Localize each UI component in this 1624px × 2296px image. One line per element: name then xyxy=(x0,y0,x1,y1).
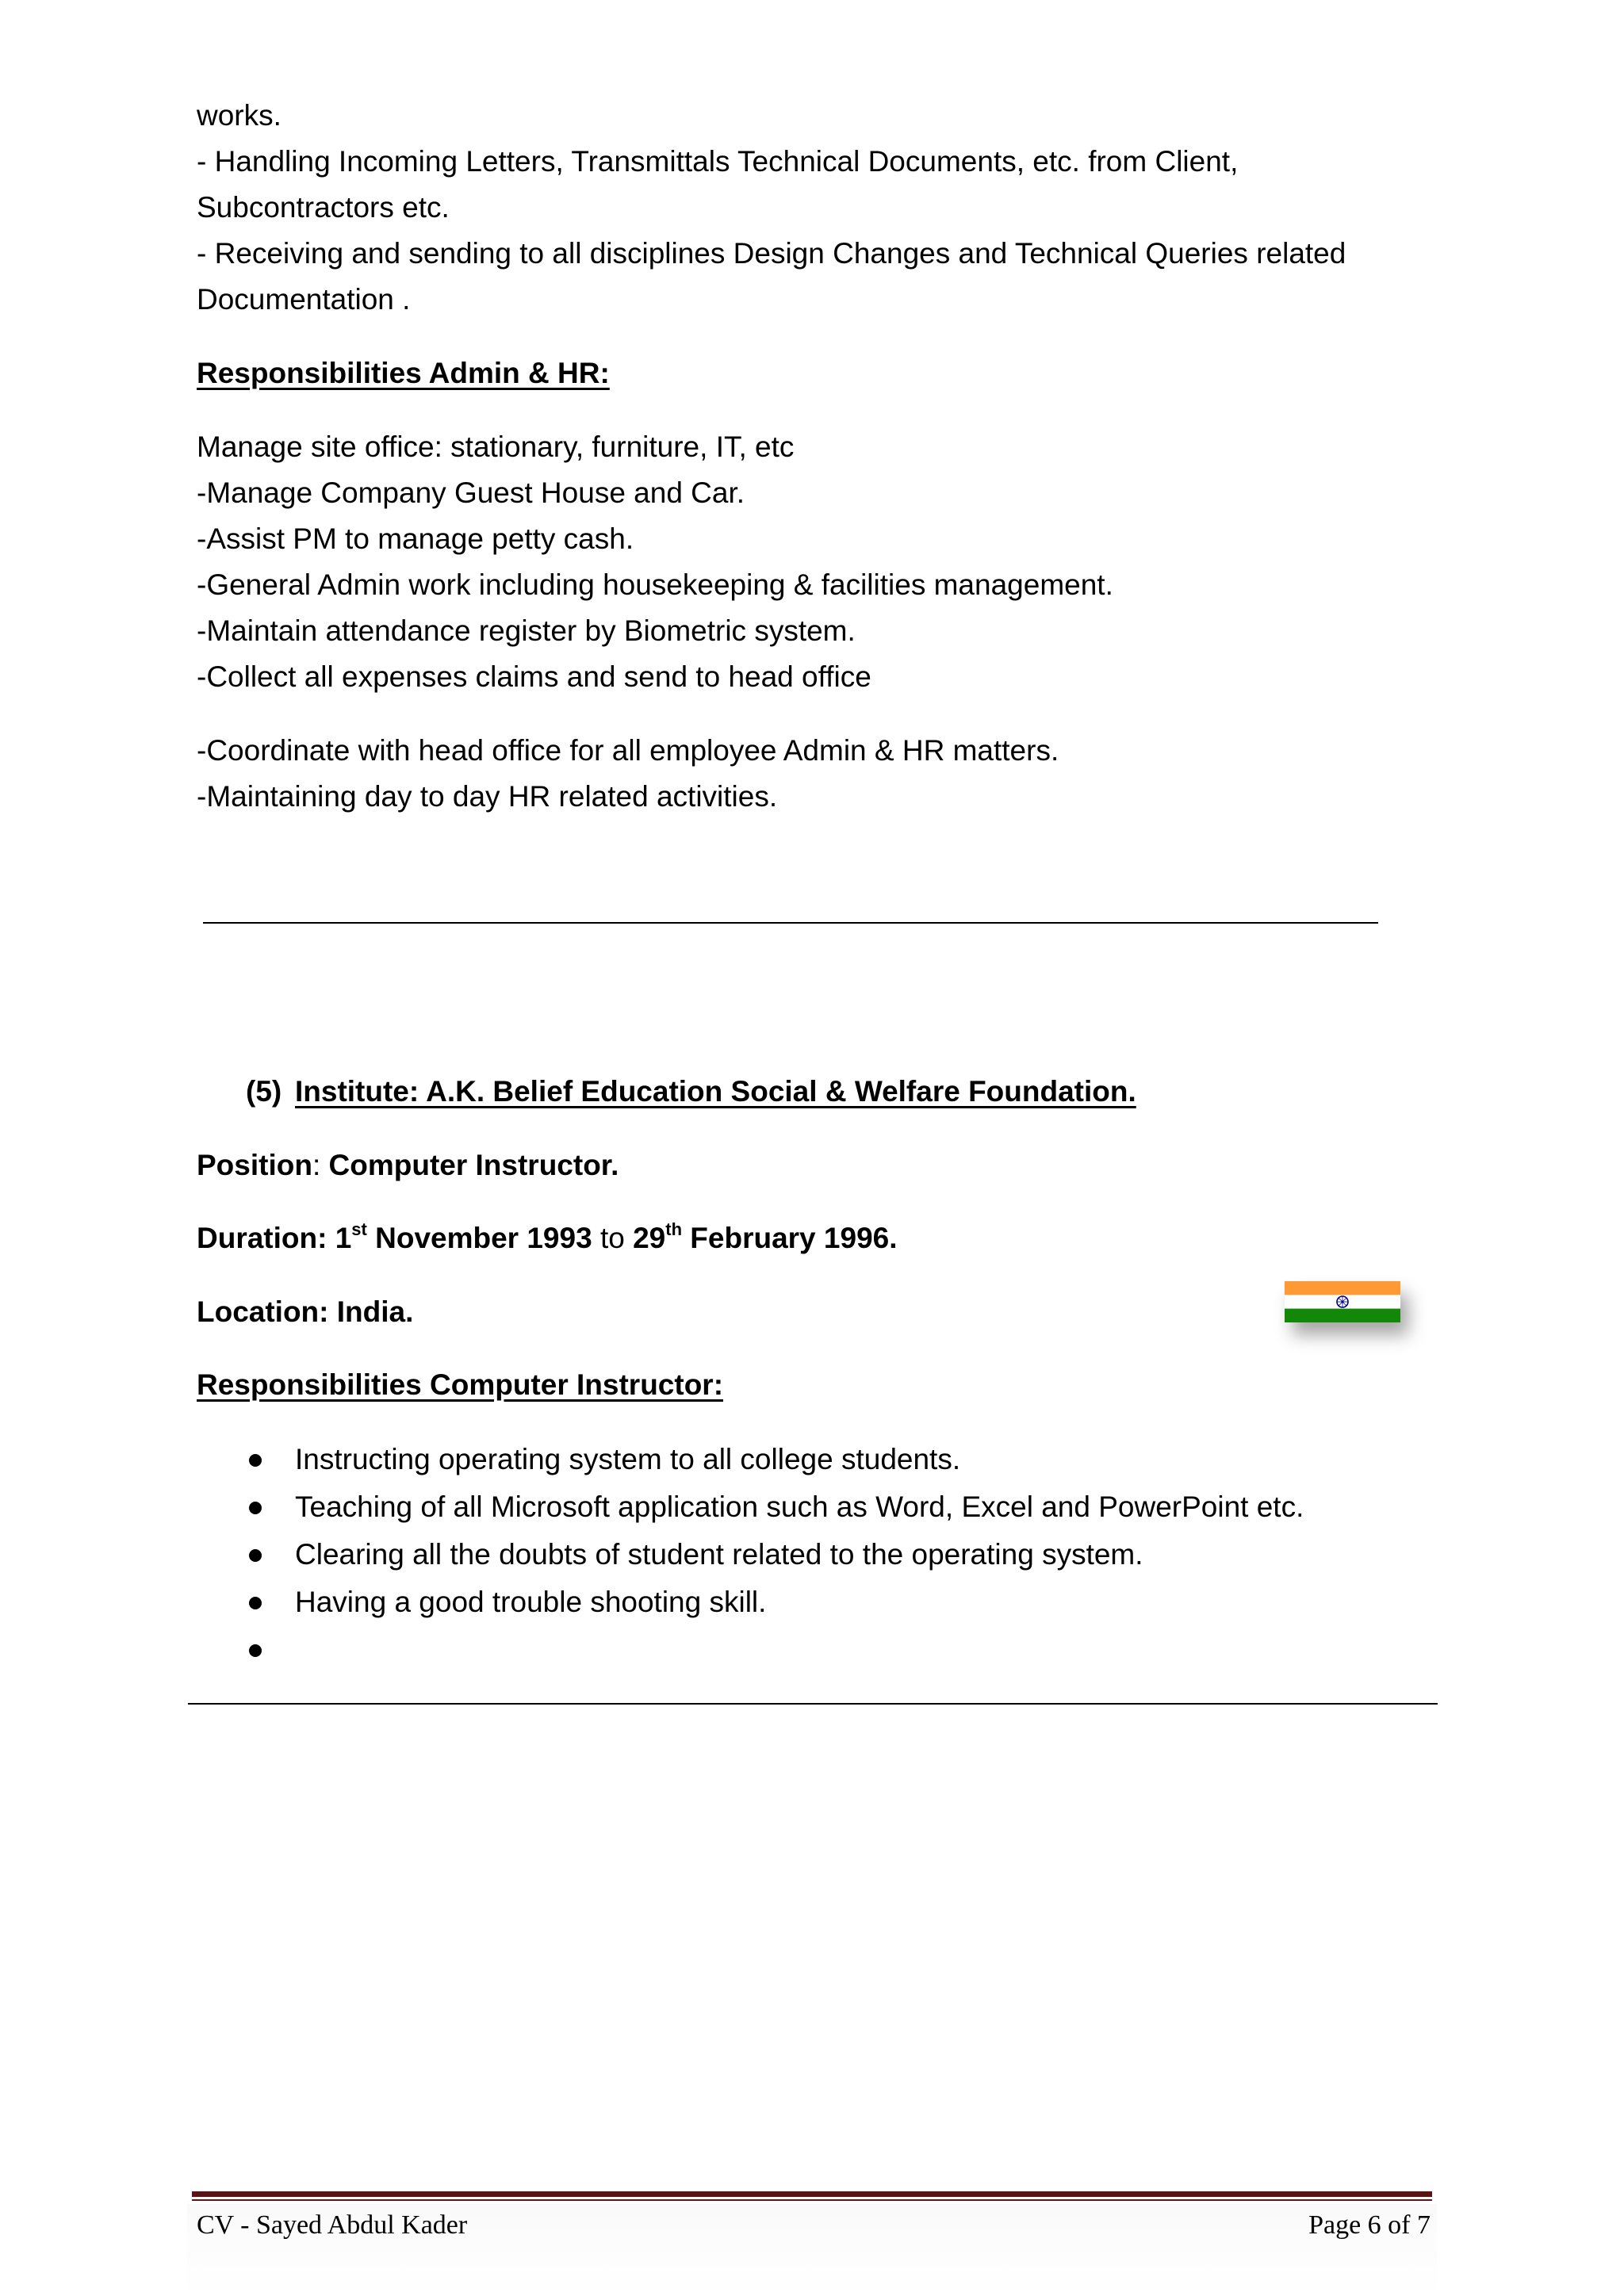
page-number: Page 6 of 7 xyxy=(1308,2210,1431,2240)
admin-hr-line: -Manage Company Guest House and Car. xyxy=(197,476,745,509)
position-label: Position xyxy=(197,1149,312,1181)
instructor-resp-heading: Responsibilities Computer Instructor: xyxy=(197,1368,724,1401)
bullet-icon xyxy=(249,1644,262,1657)
continuation-line: Subcontractors etc. xyxy=(197,191,450,224)
position-value: Computer Instructor. xyxy=(328,1149,619,1181)
duration-start: November 1993 xyxy=(366,1222,592,1254)
admin-hr-line: -General Admin work including housekeeping & facilities management. xyxy=(197,568,1113,601)
footer-title: CV - Sayed Abdul Kader xyxy=(197,2210,468,2240)
admin-hr-line: -Collect all expenses claims and send to head office xyxy=(197,660,871,693)
institute-title: Institute: A.K. Belief Education Social & Welfare Foundation. xyxy=(295,1075,1136,1108)
india-flag-icon xyxy=(1285,1281,1400,1322)
duration-label: Duration: 1 xyxy=(197,1222,352,1254)
bullet-icon xyxy=(249,1549,262,1562)
admin-hr-line: -Maintaining day to day HR related activities. xyxy=(197,780,778,813)
continuation-line: - Receiving and sending to all disciplines Design Changes and Technical Queries related xyxy=(197,237,1346,270)
section-divider xyxy=(188,1703,1438,1705)
continuation-line: works. xyxy=(197,99,282,132)
continuation-line: Documentation . xyxy=(197,283,411,316)
job-number: (5) xyxy=(246,1075,282,1108)
duration-sup-start: st xyxy=(351,1219,367,1239)
admin-hr-line: Manage site office: stationary, furniture, IT, etc xyxy=(197,430,795,463)
cv-page: works. - Handling Incoming Letters, Transmittals Technical Documents, etc. from Client, Subcontractors etc. - Receiving and sending to all disciplines Design Changes and Technical Queries related Documentation . Responsibilities Admin & HR: Manage site office: stationary, furniture, IT, etc -Manage Company Guest House and Car. -Assist PM to manage petty cash. -General Admin work including housekeeping & facilities management. -Maintain attendance register by Biometric system. -Collect all expenses claims and send to head office -Coordinate with head office for all employee Admin & HR matters. -Maintaining day to day HR related activities. (5) Institute: A.K. Belief Education Social & Welfare Foundation. Position: Computer Instructor. Duration: 1st November 1993 to 29th February 1996. Location: India. Responsibilities Computer Instructor: Instructing operating system to all college students. Teaching of all Microsoft application such as Word, Excel and PowerPoint etc. Clearing all the doubts of student related to the operating system. Having a good trouble shooting skill. CV - Sayed Abdul Kader Page 6 of 7 xyxy=(0,0,1624,2296)
section-divider xyxy=(203,922,1378,924)
admin-hr-line: -Maintain attendance register by Biometric system. xyxy=(197,614,856,647)
position-separator: : xyxy=(312,1149,329,1181)
bullet-icon xyxy=(249,1502,262,1514)
duration-end-day: 29 xyxy=(633,1222,666,1254)
footer-rule xyxy=(192,2191,1432,2197)
location-line: Location: India. xyxy=(197,1295,414,1328)
duration-sup-end: th xyxy=(665,1219,683,1239)
bullet-icon xyxy=(249,1597,262,1609)
admin-hr-heading: Responsibilities Admin & HR: xyxy=(197,357,610,389)
admin-hr-line: -Coordinate with head office for all employee Admin & HR matters. xyxy=(197,734,1059,767)
duration-line xyxy=(197,1215,898,1261)
continuation-line: - Handling Incoming Letters, Transmittals Technical Documents, etc. from Client, xyxy=(197,145,1239,178)
bullet-icon xyxy=(249,1454,262,1467)
duration-to: to xyxy=(592,1222,634,1254)
position-line xyxy=(197,1142,619,1188)
duration-end: February 1996. xyxy=(682,1222,898,1254)
admin-hr-line: -Assist PM to manage petty cash. xyxy=(197,522,634,555)
footer-rule-thin xyxy=(192,2199,1432,2201)
